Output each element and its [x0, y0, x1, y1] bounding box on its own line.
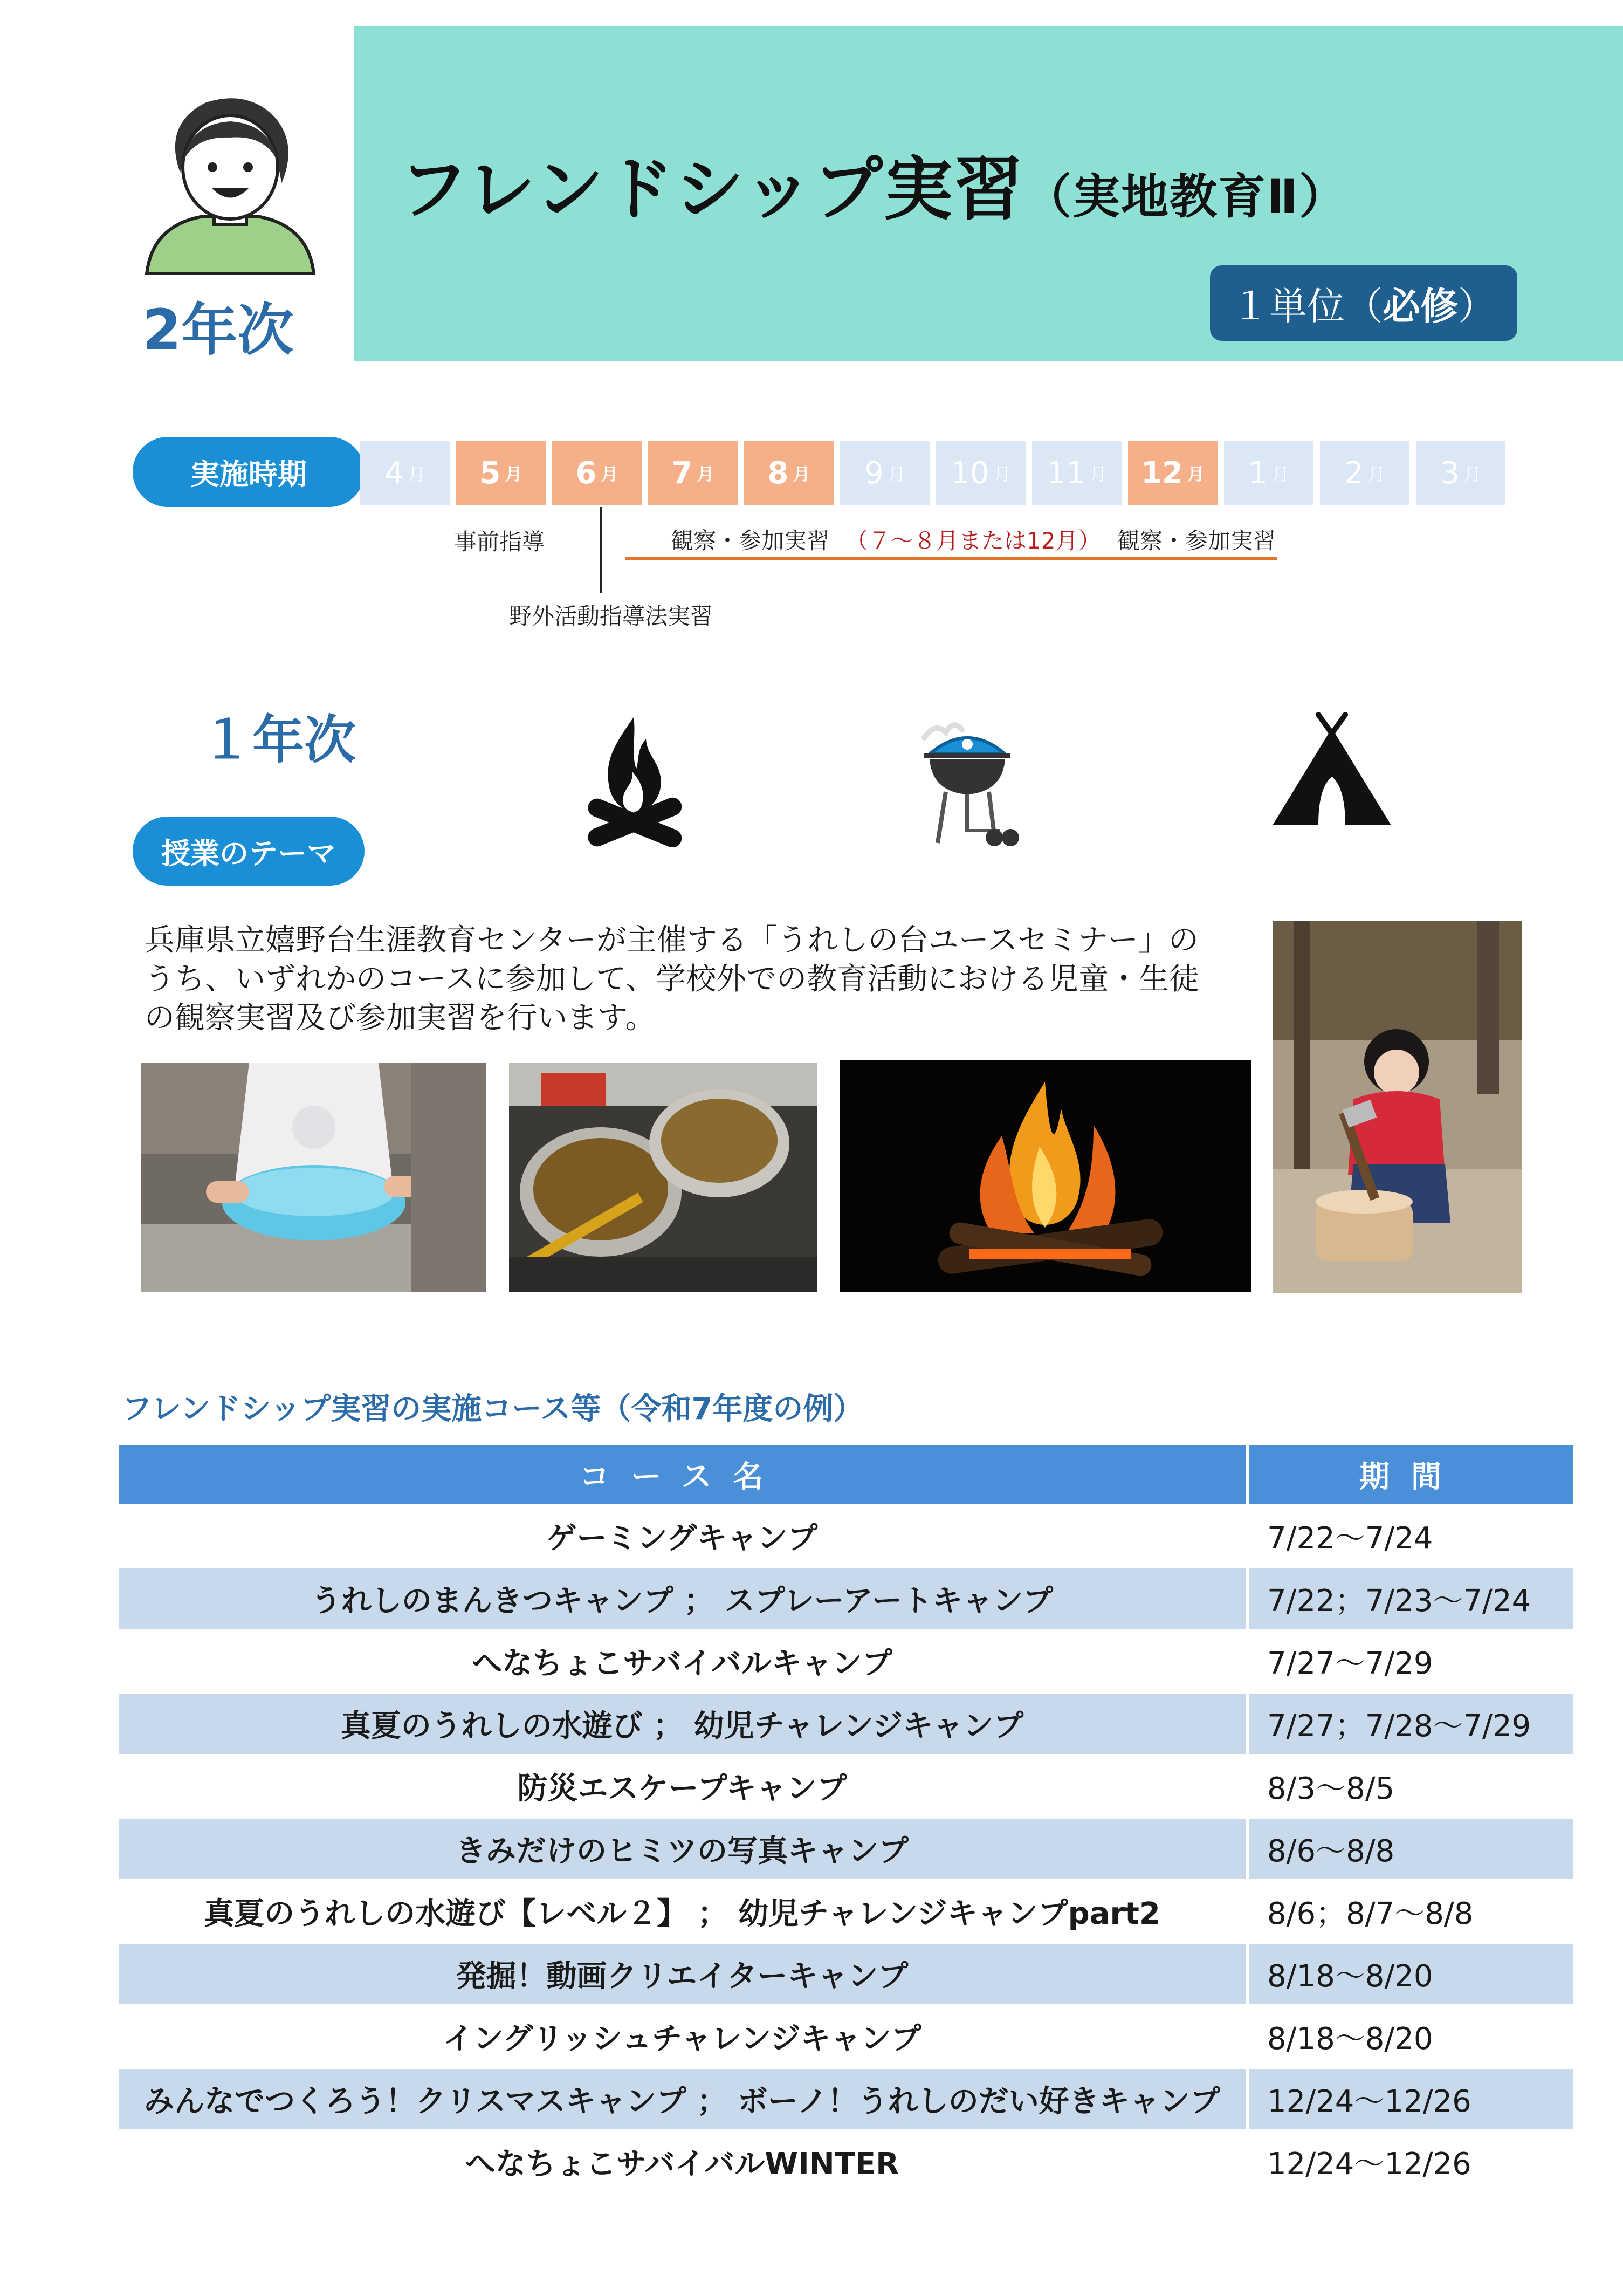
course-name-cell: きみだけのヒミツの写真キャンプ — [119, 1818, 1247, 1880]
observe-label-winter: 観察・参加実習 — [1117, 527, 1276, 554]
course-name-cell: 真夏のうれしの水遊び ； 幼児チャレンジキャンプ — [119, 1692, 1247, 1755]
month-12 — [1128, 441, 1218, 505]
course-period-cell: 8/3～8/5 — [1247, 1755, 1573, 1818]
month-unit: 月 — [505, 464, 522, 484]
table-row — [119, 2130, 1573, 2192]
outdoor-practice-label: 野外活動指導法実習 — [509, 603, 713, 629]
month-number: 1 — [1248, 455, 1268, 491]
observe-underline — [625, 557, 1277, 560]
month-unit: 月 — [1367, 464, 1385, 484]
month-11 — [1032, 441, 1122, 505]
month-1 — [1224, 441, 1313, 505]
month-number: 12 — [1141, 455, 1183, 491]
course-period-cell: 7/22；7/23～7/24 — [1247, 1567, 1573, 1630]
photo-bonfire — [840, 1060, 1251, 1292]
month-8 — [744, 441, 834, 505]
course-period-cell: 7/27～7/29 — [1247, 1630, 1573, 1692]
table-row — [119, 1880, 1573, 1943]
month-unit: 月 — [1271, 464, 1289, 484]
month-number: 11 — [1047, 455, 1085, 491]
campfire-icon — [582, 717, 685, 847]
course-name-cell: へなちょこサバイバルキャンプ — [119, 1630, 1247, 1692]
course-name-header: コース名 — [119, 1445, 1247, 1505]
course-table-title: フレンドシップ実習の実施コース等（令和7年度の例） — [122, 1392, 864, 1427]
course-period-cell: 7/22～7/24 — [1247, 1505, 1573, 1567]
month-5 — [456, 441, 546, 505]
month-number: 8 — [767, 455, 789, 491]
course-period-cell: 7/27；7/28～7/29 — [1247, 1692, 1573, 1755]
course-name-cell: イングリッシュチャレンジキャンプ — [119, 2005, 1247, 2068]
tent-icon — [1267, 712, 1397, 831]
person-avatar-icon — [141, 92, 319, 275]
course-table — [119, 1445, 1573, 2192]
course-name-cell: ゲーミングキャンプ — [119, 1505, 1247, 1567]
month-4 — [360, 441, 450, 505]
theme-description: 兵庫県立嬉野台生涯教育センターが主催する「うれしの台ユースセミナー」のうち、いずれかのコースに参加して、学校外での教育活動における児童・生徒の観察実習及び参加実習を行います。 — [145, 923, 1200, 1036]
month-unit: 月 — [993, 464, 1011, 484]
table-header-row — [119, 1445, 1573, 1505]
page-title: フレンドシップ実習（実地教育Ⅱ） — [399, 149, 1348, 230]
photo-child-chopping-wood — [1273, 921, 1522, 1293]
period-header: 期間 — [1247, 1445, 1573, 1505]
month-number: 4 — [384, 455, 404, 491]
month-number: 5 — [479, 455, 501, 491]
month-number: 10 — [951, 455, 989, 491]
course-period-cell: 8/18～8/20 — [1247, 1943, 1573, 2005]
table-row — [119, 2068, 1573, 2130]
course-period-cell: 12/24～12/26 — [1247, 2068, 1573, 2130]
table-row — [119, 1692, 1573, 1755]
month-number: 7 — [671, 455, 693, 491]
course-period-cell: 8/6～8/8 — [1247, 1818, 1573, 1880]
year-label-2: 2年次 — [142, 297, 294, 363]
observe-period-note: （７～８月または12月） — [845, 527, 1101, 554]
course-name-cell: へなちょこサバイバルWINTER — [119, 2130, 1247, 2192]
observe-label-summer: 観察・参加実習 — [671, 527, 830, 554]
pre-guidance-label: 事前指導 — [454, 529, 545, 555]
month-9 — [840, 441, 930, 505]
course-period-cell: 12/24～12/26 — [1247, 2130, 1573, 2192]
outdoor-marker-line — [600, 507, 602, 593]
table-row — [119, 1505, 1573, 1567]
course-name-cell: 発掘！動画クリエイターキャンプ — [119, 1943, 1247, 2005]
table-row — [119, 2005, 1573, 2068]
month-3 — [1416, 441, 1505, 505]
month-unit: 月 — [1187, 464, 1205, 484]
table-row — [119, 1943, 1573, 2005]
course-name-cell: 真夏のうれしの水遊び【レベル２】 ； 幼児チャレンジキャンプpart2 — [119, 1880, 1247, 1943]
month-unit: 月 — [601, 464, 618, 484]
month-unit: 月 — [1463, 464, 1481, 484]
bbq-grill-icon — [908, 716, 1027, 851]
month-6 — [552, 441, 642, 505]
theme-badge: 授業のテーマ — [133, 817, 365, 886]
month-number: 3 — [1440, 455, 1460, 491]
table-row — [119, 1755, 1573, 1818]
month-number: 6 — [575, 455, 597, 491]
period-label: 実施時期 — [133, 437, 365, 507]
year-label-1: １年次 — [201, 710, 356, 770]
course-name-cell: みんなでつくろう！クリスマスキャンプ ； ボーノ！うれしのだい好きキャンプ — [119, 2068, 1247, 2130]
month-unit: 月 — [408, 464, 425, 484]
month-unit: 月 — [1089, 464, 1107, 484]
photo-curry-pots — [509, 1063, 817, 1292]
month-10 — [936, 441, 1026, 505]
credit-badge: １単位（ 必修 ） — [1210, 265, 1517, 341]
month-2 — [1320, 441, 1409, 505]
photo-child-washing-colander — [141, 1063, 486, 1292]
table-row — [119, 1818, 1573, 1880]
month-number: 2 — [1344, 455, 1364, 491]
course-period-cell: 8/18～8/20 — [1247, 2005, 1573, 2068]
course-name-cell: 防災エスケープキャンプ — [119, 1755, 1247, 1818]
month-unit: 月 — [793, 464, 810, 484]
month-number: 9 — [864, 455, 884, 491]
table-row — [119, 1630, 1573, 1692]
month-7 — [648, 441, 738, 505]
course-name-cell: うれしのまんきつキャンプ ； スプレーアートキャンプ — [119, 1567, 1247, 1630]
table-row — [119, 1567, 1573, 1630]
course-period-cell: 8/6；8/7～8/8 — [1247, 1880, 1573, 1943]
month-unit: 月 — [697, 464, 714, 484]
month-unit: 月 — [888, 464, 905, 484]
